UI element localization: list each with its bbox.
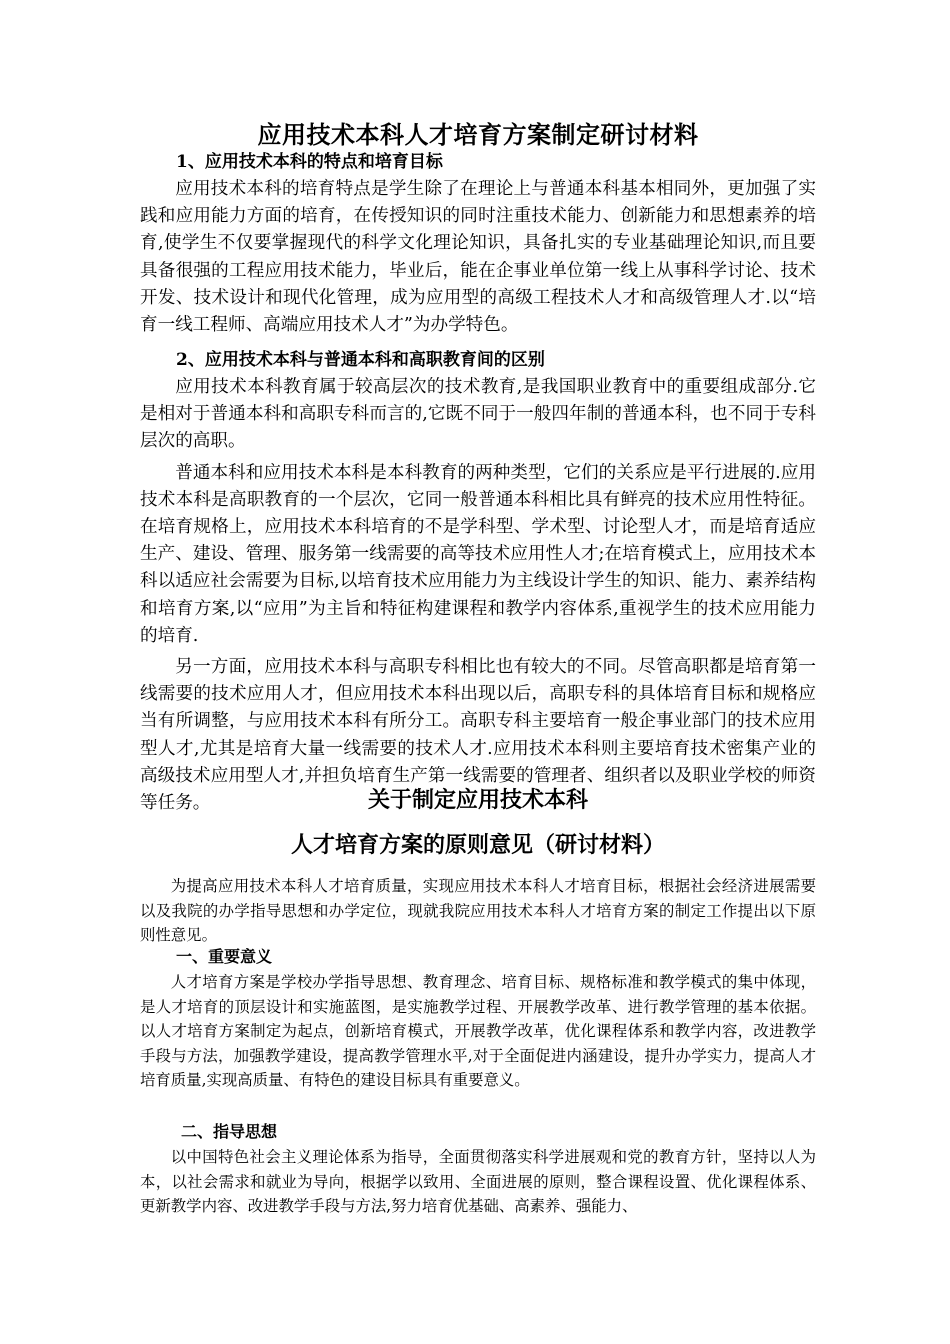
paragraph: 应用技术本科教育属于较高层次的技术教育,是我国职业教育中的重要组成部分.它是相对于普通本科和高职专科而言的,它既不同于一般四年制的普通本科，也不同于专科层次的高职。 <box>140 377 816 452</box>
paragraph: 为提高应用技术本科人才培育质量，实现应用技术本科人才培育目标，根据社会经济进展需要以及我院的办学指导思想和办学定位，现就我院应用技术本科人才培育方案的制定工作提出以下原则性意见。 <box>140 877 816 945</box>
opinion-title-line-2: 人才培育方案的原则意见（研讨材料） <box>290 832 665 858</box>
paragraph: 人才培育方案是学校办学指导思想、教育理念、培育目标、规格标准和教学模式的集中体现，是人才培育的顶层设计和实施蓝图，是实施教学过程、开展教学改革、进行教学管理的基本依据。以人才培育方案制定为起点，创新培育模式，开展教学改革，优化课程体系和教学内容，改进教学手段与方法，加强教学建设，提高教学管理水平,对于全面促进内涵建设，提升办学实力，提高人才培育质量,实现高质量、有特色的建设目标具有重要意义。 <box>140 973 816 1090</box>
opinion-intro <box>140 874 816 948</box>
paragraph: 另一方面，应用技术本科与高职专科相比也有较大的不同。尽管高职都是培育第一线需要的技术应用人才，但应用技术本科出现以后，高职专科的具体培育目标和规格应当有所调整，与应用技术本科有所分工。高职专科主要培育一般企事业部门的技术应用型人才,尤其是培育大量一线需要的技术人才.应用技术本科则主要培育技术密集产业的高级技术应用型人才,并担负培育生产第一线需要的管理者、组织者以及职业学校的师资等任务。 <box>140 657 816 814</box>
section-2-body <box>140 374 816 817</box>
section-heading-1: 1、应用技术本科的特点和培育目标 <box>176 152 443 172</box>
paragraph: 普通本科和应用技术本科是本科教育的两种类型，它们的关系应是平行进展的.应用技术本科是高职教育的一个层次，它同一般普通本科相比具有鲜亮的技术应用性特征。在培育规格上，应用技术本科培育的不是学科型、学术型、讨论型人才，而是培育适应生产、建设、管理、服务第一线需要的高等技术应用性人才;在培育模式上，应用技术本科以适应社会需要为目标,以培育技术应用能力为主线设计学生的知识、能力、素养结构和培育方案,以“应用”为主旨和特征构建课程和教学内容体系,重视学生的技术应用能力的培育. <box>140 462 816 646</box>
section-heading-2: 2、应用技术本科与普通本科和高职教育间的区别 <box>176 350 545 370</box>
paragraph: 应用技术本科的培育特点是学生除了在理论上与普通本科基本相同外，更加强了实践和应用能力方面的培育，在传授知识的同时注重技术能力、创新能力和思想素养的培育,使学生不仅要掌握现代的科学文化理论知识，具备扎实的专业基础理论知识,而且要具备很强的工程应用技术能力，毕业后，能在企事业单位第一线上从事科学讨论、技术开发、技术设计和现代化管理，成为应用型的高级工程技术人才和高级管理人才.以“培育一线工程师、高端应用技术人才”为办学特色。 <box>140 179 816 336</box>
section-1-body <box>140 176 816 339</box>
paragraph: 以中国特色社会主义理论体系为指导，全面贯彻落实科学进展观和党的教育方针，坚持以人为本，以社会需求和就业为导向，根据学以致用、全面进展的原则，整合课程设置、优化课程体系、更新教学内容、改进教学手段与方法,努力培育优基础、高素养、强能力、 <box>140 1148 816 1216</box>
subsection-heading-1: 一、重要意义 <box>176 947 273 966</box>
subsection-2-body <box>140 1145 816 1219</box>
opinion-title-line-1: 关于制定应用技术本科 <box>367 787 588 813</box>
subsection-heading-2: 二、指导思想 <box>181 1122 278 1141</box>
document-title: 应用技术本科人才培育方案制定研讨材料 <box>257 120 699 149</box>
subsection-1-body <box>140 970 816 1093</box>
